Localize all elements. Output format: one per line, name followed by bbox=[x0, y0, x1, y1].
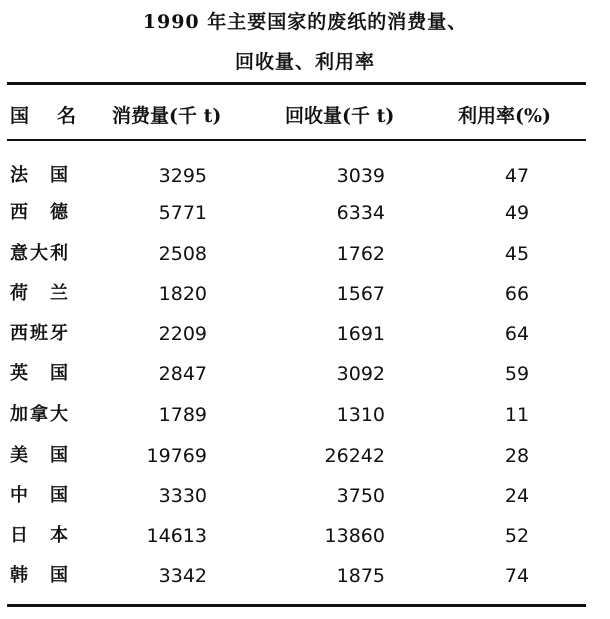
header-recovery: 回收量(千 t) bbox=[285, 105, 395, 127]
recovery-cell: 1691 bbox=[336, 323, 385, 345]
consumption-cell: 3330 bbox=[158, 485, 207, 507]
recovery-cell: 1875 bbox=[336, 565, 385, 587]
rate-cell: 74 bbox=[504, 565, 530, 587]
consumption-cell: 3295 bbox=[158, 165, 207, 187]
table-row bbox=[0, 276, 610, 312]
table-row bbox=[0, 518, 610, 554]
table-title-line-2: 回收量、利用率 bbox=[234, 51, 375, 73]
recovery-cell: 1310 bbox=[336, 404, 385, 426]
consumption-cell: 5771 bbox=[158, 202, 207, 224]
recovery-cell: 6334 bbox=[336, 202, 385, 224]
country-cell: 西 德 bbox=[10, 202, 70, 223]
table-top-rule bbox=[7, 82, 586, 85]
consumption-cell: 3342 bbox=[158, 565, 207, 587]
consumption-cell: 2209 bbox=[158, 323, 207, 345]
recovery-cell: 3750 bbox=[336, 485, 385, 507]
header-utilization-rate: 利用率(%) bbox=[458, 105, 552, 127]
rate-cell: 24 bbox=[504, 485, 530, 507]
rate-cell: 49 bbox=[504, 202, 530, 224]
table-row bbox=[0, 397, 610, 433]
recovery-cell: 3092 bbox=[336, 363, 385, 385]
rate-cell: 28 bbox=[504, 445, 530, 467]
consumption-cell: 1820 bbox=[158, 283, 207, 305]
table-row bbox=[0, 195, 610, 231]
rate-cell: 45 bbox=[504, 243, 530, 265]
rate-cell: 64 bbox=[504, 323, 530, 345]
recovery-cell: 1762 bbox=[336, 243, 385, 265]
country-cell: 中 国 bbox=[10, 485, 70, 506]
country-cell: 意大利 bbox=[10, 243, 70, 264]
table-bottom-rule bbox=[7, 604, 586, 607]
header-country: 国 名 bbox=[10, 105, 77, 127]
country-cell: 西班牙 bbox=[10, 323, 70, 344]
table-row bbox=[0, 158, 610, 194]
rate-cell: 66 bbox=[504, 283, 530, 305]
country-cell: 加拿大 bbox=[10, 404, 70, 425]
country-cell: 荷 兰 bbox=[10, 283, 70, 304]
country-cell: 日 本 bbox=[10, 525, 70, 546]
rate-cell: 52 bbox=[504, 525, 530, 547]
recovery-cell: 13860 bbox=[324, 525, 385, 547]
country-cell: 英 国 bbox=[10, 363, 70, 384]
table-row bbox=[0, 356, 610, 392]
consumption-cell: 1789 bbox=[158, 404, 207, 426]
consumption-cell: 19769 bbox=[146, 445, 207, 467]
header-consumption: 消费量(千 t) bbox=[112, 105, 222, 127]
country-cell: 法 国 bbox=[10, 165, 70, 186]
rate-cell: 11 bbox=[504, 404, 530, 426]
rate-cell: 47 bbox=[504, 165, 530, 187]
consumption-cell: 2508 bbox=[158, 243, 207, 265]
consumption-cell: 2847 bbox=[158, 363, 207, 385]
table-title-line-1: 1990 年主要国家的废纸的消费量、 bbox=[142, 11, 468, 33]
rate-cell: 59 bbox=[504, 363, 530, 385]
table-row bbox=[0, 558, 610, 594]
table-header-row bbox=[0, 98, 610, 134]
recovery-cell: 3039 bbox=[336, 165, 385, 187]
recovery-cell: 26242 bbox=[324, 445, 385, 467]
table-row bbox=[0, 236, 610, 272]
table-row bbox=[0, 438, 610, 474]
table-header-rule bbox=[7, 139, 586, 141]
table-row bbox=[0, 478, 610, 514]
table-row bbox=[0, 316, 610, 352]
recovery-cell: 1567 bbox=[336, 283, 385, 305]
country-cell: 韩 国 bbox=[10, 565, 70, 586]
consumption-cell: 14613 bbox=[146, 525, 207, 547]
country-cell: 美 国 bbox=[10, 445, 70, 466]
